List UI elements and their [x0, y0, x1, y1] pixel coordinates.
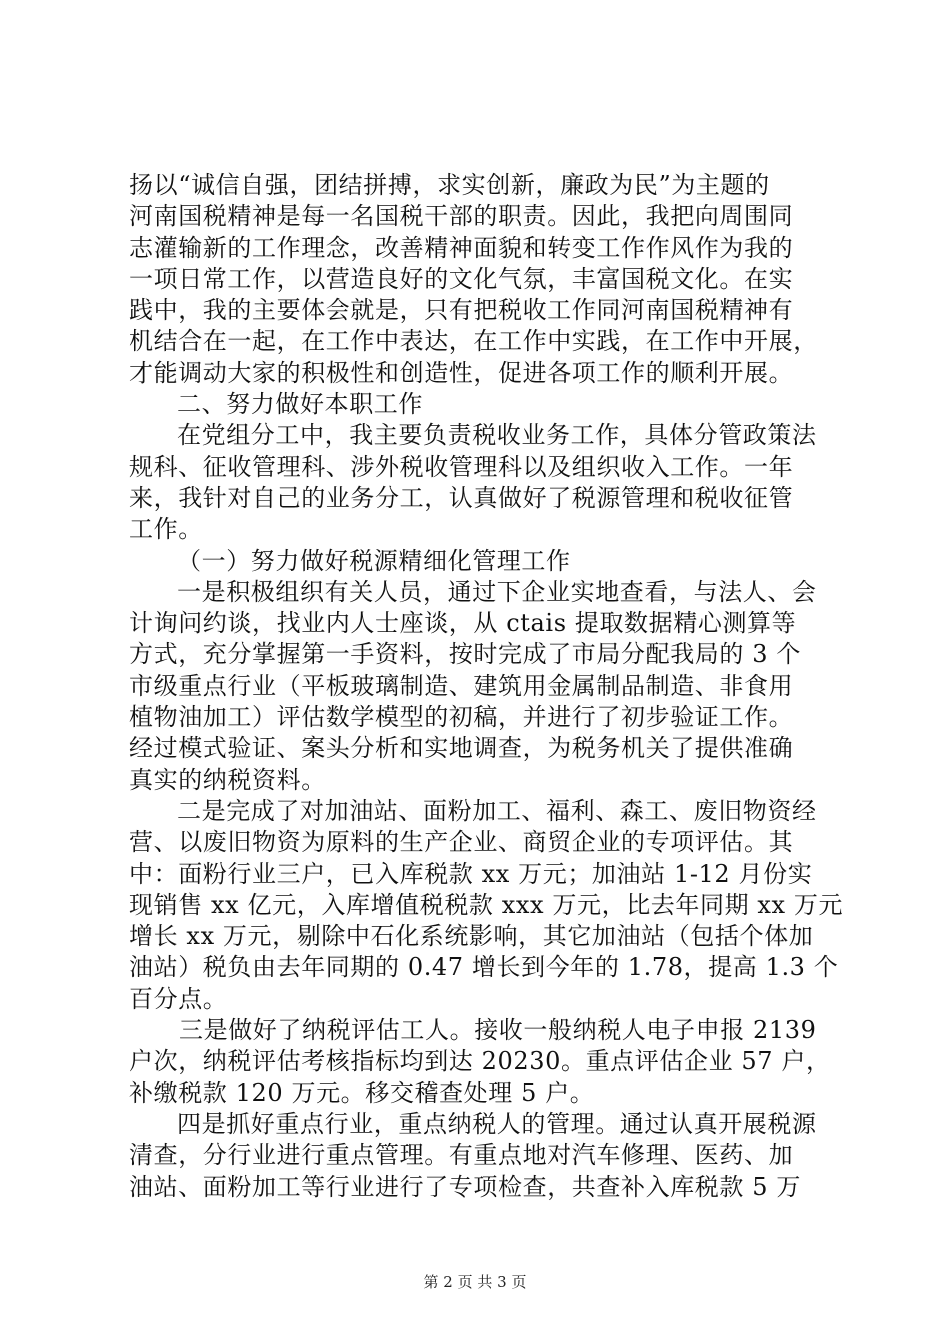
- section-heading: 二、努力做好本职工作: [177, 390, 423, 419]
- text-line: 油站）税负由去年同期的 0.47 增长到今年的 1.78，提高 1.3 个: [129, 953, 839, 982]
- text-line: 中：面粉行业三户，已入库税款 xx 万元；加油站 1-12 月份实: [129, 859, 813, 888]
- subsection-heading: （一）努力做好税源精细化管理工作: [177, 546, 571, 575]
- text-line: 营、以废旧物资为原料的生产企业、商贸企业的专项评估。其: [129, 828, 794, 857]
- text-line: 增长 xx 万元，剔除中石化系统影响，其它加油站（包括个体加: [129, 922, 814, 951]
- text-line: 在党组分工中，我主要负责税收业务工作，具体分管政策法: [177, 421, 817, 450]
- text-line: 户次，纳税评估考核指标均到达 20230。重点评估企业 57 户，: [129, 1047, 831, 1076]
- text-line: 机结合在一起，在工作中表达，在工作中实践，在工作中开展，: [129, 327, 818, 356]
- text-line: 河南国税精神是每一名国税干部的职责。因此，我把向周围同: [129, 202, 794, 231]
- document-body: [129, 170, 844, 1203]
- text-line: 油站、面粉加工等行业进行了专项检查，共查补入库税款 5 万: [129, 1172, 801, 1201]
- page-number-footer: 第 2 页 共 3 页: [423, 1273, 527, 1291]
- text-line: 工作。: [129, 515, 203, 544]
- text-line: 计询问约谈，找业内人士座谈，从 ctais 提取数据精心测算等: [129, 609, 797, 638]
- text-line: 清查，分行业进行重点管理。有重点地对汽车修理、医药、加: [129, 1141, 794, 1170]
- text-line: 现销售 xx 亿元，入库增值税税款 xxx 万元，比去年同期 xx 万元: [129, 890, 844, 919]
- text-line: 经过模式验证、案头分析和实地调查，为税务机关了提供准确: [129, 734, 794, 763]
- text-line: 志灌输新的工作理念，改善精神面貌和转变工作作风作为我的: [129, 233, 794, 262]
- text-line: 市级重点行业（平板玻璃制造、建筑用金属制品制造、非食用: [129, 671, 794, 700]
- text-line: 真实的纳税资料。: [129, 765, 326, 794]
- text-line: 百分点。: [129, 984, 228, 1013]
- text-line: 二是完成了对加油站、面粉加工、福利、森工、废旧物资经: [177, 796, 817, 825]
- text-line: 三是做好了纳税评估工人。接收一般纳税人电子申报 2139: [179, 1016, 817, 1045]
- text-line: 来，我针对自己的业务分工，认真做好了税源管理和税收征管: [129, 483, 794, 512]
- text-line: 补缴税款 120 万元。移交稽查处理 5 户。: [129, 1078, 595, 1107]
- text-line: 方式，充分掌握第一手资料，按时完成了市局分配我局的 3 个: [129, 640, 801, 669]
- text-line: 规科、征收管理科、涉外税收管理科以及组织收入工作。一年: [129, 452, 794, 481]
- text-line: 扬以“诚信自强，团结拼搏，求实创新，廉政为民”为主题的: [129, 171, 770, 199]
- text-line: 一是积极组织有关人员，通过下企业实地查看，与法人、会: [177, 577, 817, 606]
- text-line: 四是抓好重点行业，重点纳税人的管理。通过认真开展税源: [177, 1109, 817, 1138]
- text-line: 践中，我的主要体会就是，只有把税收工作同河南国税精神有: [129, 296, 794, 325]
- text-line: 才能调动大家的积极性和创造性，促进各项工作的顺利开展。: [129, 358, 794, 387]
- text-line: 植物油加工）评估数学模型的初稿，并进行了初步验证工作。: [129, 703, 794, 732]
- text-line: 一项日常工作，以营造良好的文化气氛，丰富国税文化。在实: [129, 264, 794, 293]
